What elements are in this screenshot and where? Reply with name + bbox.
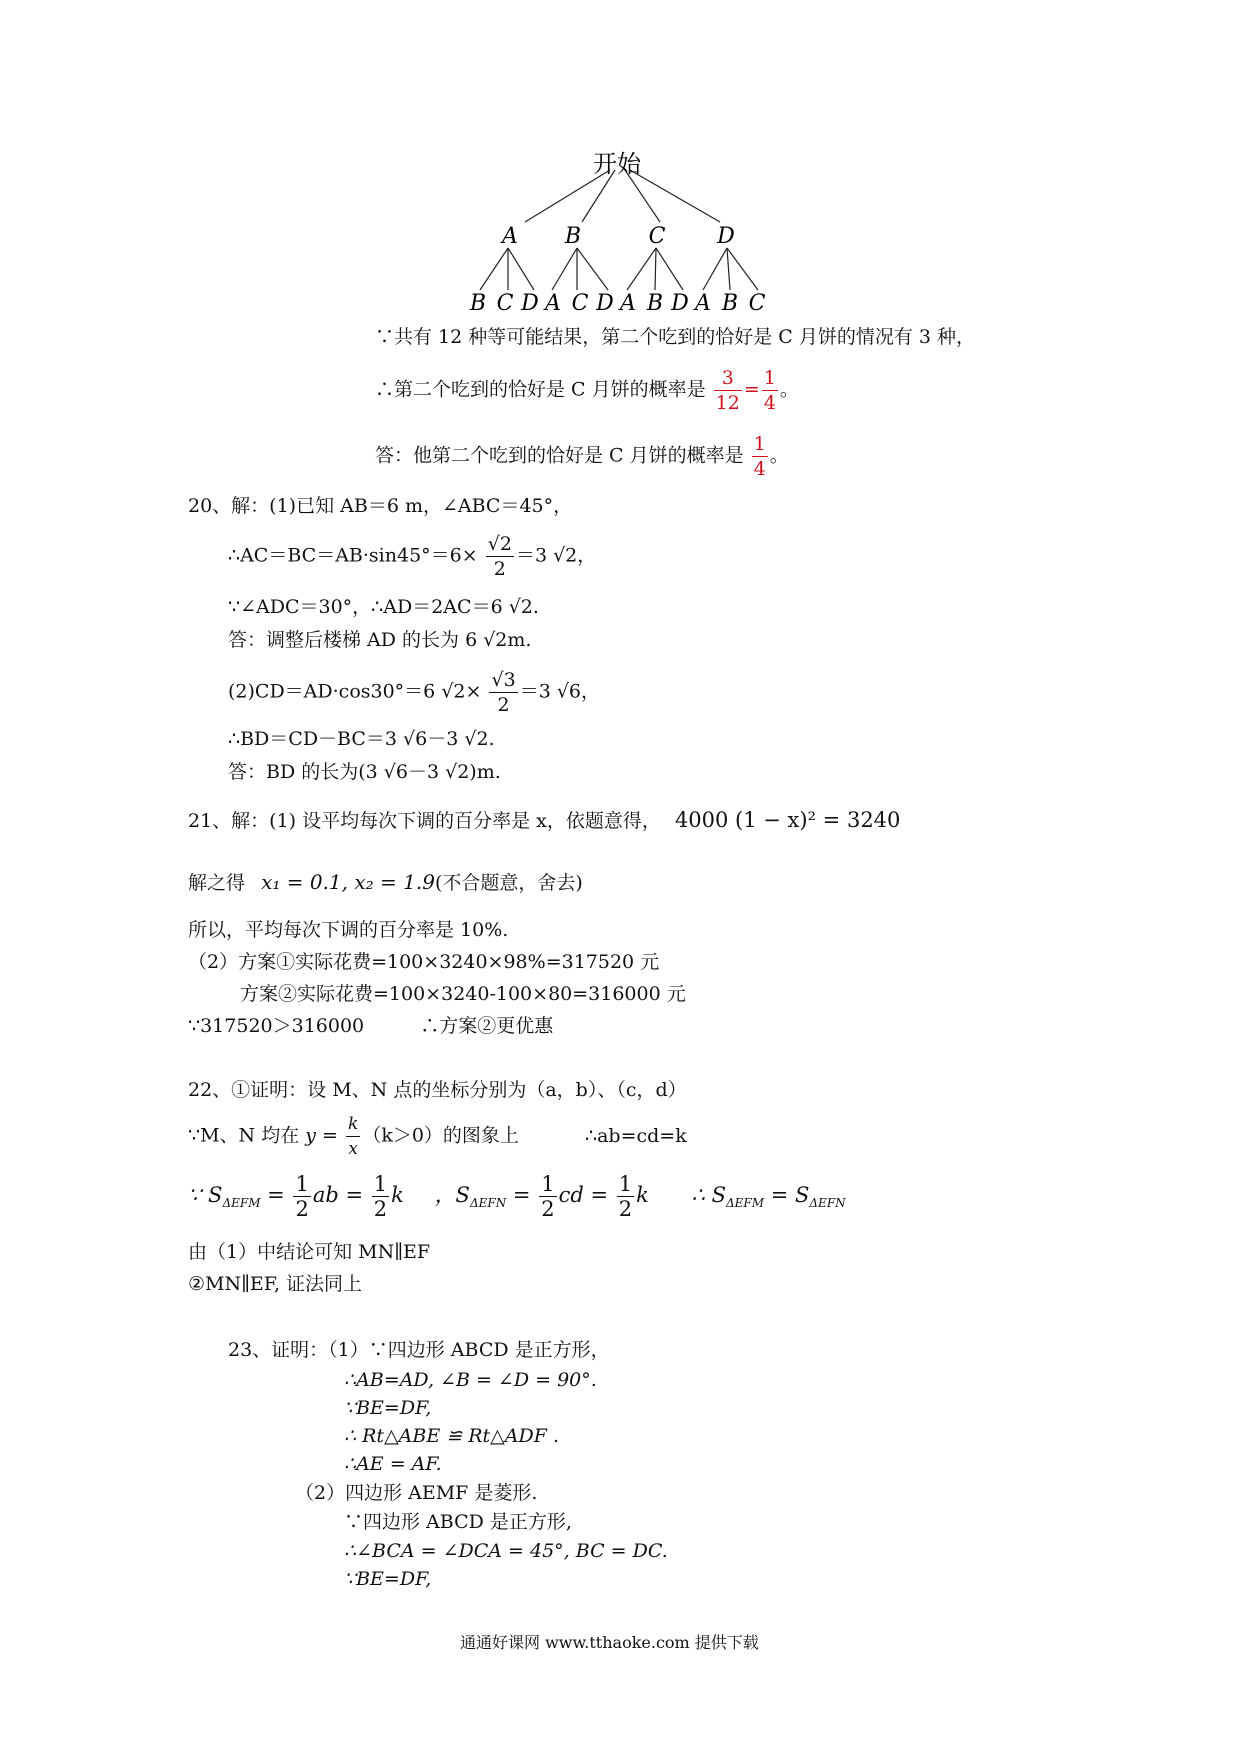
q23-line4: ∴ Rt△ABE ≌ Rt△ADF .: [344, 1425, 560, 1447]
q20-line1: 20、解：(1)已知 AB＝6 m，∠ABC＝45°，: [188, 495, 573, 517]
denominator: 2: [618, 1197, 633, 1221]
tree-node-b: B: [564, 224, 582, 249]
numerator: 1: [373, 1172, 388, 1196]
numerator: 1: [618, 1172, 633, 1196]
q19-answer: [375, 432, 789, 481]
numerator: 1: [295, 1172, 309, 1196]
q22-fraction-k-over-x: [346, 1112, 360, 1161]
q23-line6: （2）四边形 AEMF 是菱形.: [295, 1482, 538, 1504]
q19-line2: [375, 366, 799, 415]
numerator: √3: [491, 669, 516, 691]
denominator: 12: [715, 392, 740, 414]
q19-fraction-1-4: [762, 366, 778, 415]
q22-k: k: [636, 1183, 649, 1207]
numerator: 3: [714, 366, 742, 391]
q22-s-efn: ，S: [434, 1183, 470, 1207]
q23-line9: ∵BE=DF,: [344, 1568, 432, 1590]
equals-sign: =: [267, 1183, 285, 1207]
tree-node-d: D: [717, 224, 735, 249]
equals-sign: =: [743, 378, 760, 401]
q22-line2b: （k＞0）的图象上: [362, 1124, 519, 1147]
q22-fraction-half: [617, 1172, 634, 1221]
q21-equation: 4000 (1 − x)² = 3240: [674, 808, 901, 832]
tree-root: 开始: [593, 150, 641, 178]
q20-line7: 答：BD 的长为(3 √6－3 √2)m.: [228, 761, 501, 783]
denominator: 2: [541, 1197, 555, 1221]
q22-equals-s: = S: [770, 1183, 810, 1207]
tree-leaf: A: [695, 291, 711, 316]
tree-leaf: A: [545, 291, 561, 316]
q22-therefore-s: ∴ S: [691, 1183, 726, 1207]
q22-fraction-half: [372, 1172, 389, 1221]
q22-line2c: ∴ab=cd=k: [584, 1124, 687, 1147]
tree-leaf: C: [496, 291, 514, 316]
q23-line2: ∴AB=AD, ∠B = ∠D = 90°.: [344, 1369, 597, 1391]
q21-line4: （2）方案①实际花费=100×3240×98%=317520 元: [188, 951, 660, 973]
q19-line1: ∵共有 12 种等可能结果，第二个吃到的恰好是 C 月饼的情况有 3 种，: [375, 326, 976, 348]
q20-fraction-sqrt2-over-2: [486, 532, 514, 581]
q20-line2: [228, 532, 596, 581]
subscript: ΔEFN: [469, 1196, 507, 1211]
denominator: 2: [295, 1197, 309, 1221]
period: 。: [769, 444, 789, 467]
tree-leaf: D: [521, 291, 539, 316]
numerator: 1: [753, 433, 766, 455]
q21-line1: [188, 808, 900, 833]
q22-k: k: [391, 1183, 404, 1207]
q19-answer-text: 答：他第二个吃到的恰好是 C 月饼的概率是: [375, 444, 744, 467]
tree-leaf: B: [646, 291, 664, 316]
q22-ab: ab =: [312, 1183, 364, 1207]
q21-solve-label: 解之得: [188, 872, 246, 894]
q21-line6: [188, 1014, 553, 1038]
q22-s-efm: ∵ S: [188, 1183, 223, 1207]
q19-answer-fraction: [752, 432, 768, 481]
tree-leaf: B: [721, 291, 739, 316]
q23-line1: 23、证明：（1）∵四边形 ABCD 是正方形，: [228, 1339, 610, 1361]
q21-roots: x₁ = 0.1, x₂ = 1.9: [261, 870, 435, 894]
tree-leaf: B: [469, 291, 487, 316]
numerator: k: [346, 1112, 360, 1137]
q21-conclusion: ∴方案②更优惠: [420, 1015, 554, 1037]
q20-line2b: ＝3 √2，: [515, 544, 597, 567]
q19-line2-text: ∴第二个吃到的恰好是 C 月饼的概率是: [375, 378, 706, 401]
numerator: 1: [763, 367, 776, 389]
q22-line1: 22、①证明：设 M、N 点的坐标分别为（a，b）、（c，d）: [188, 1079, 687, 1101]
denominator: 2: [373, 1197, 388, 1221]
numerator: 1: [541, 1172, 555, 1196]
tree-leaf: C: [748, 291, 766, 316]
equals-sign: =: [512, 1183, 531, 1207]
subscript: ΔEFN: [809, 1196, 846, 1211]
q23-line7: ∵四边形 ABCD 是正方形,: [344, 1511, 572, 1533]
q20-line6: ∴BD＝CD－BC＝3 √6－3 √2.: [228, 728, 495, 750]
numerator: √2: [487, 533, 512, 555]
q21-comparison: ∵317520＞316000: [188, 1015, 365, 1037]
q22-cd: cd =: [558, 1183, 609, 1207]
q22-line3: [188, 1172, 846, 1221]
denominator: 4: [763, 392, 776, 414]
tree-leaf: A: [620, 291, 636, 316]
q22-line2a: ∵M、N 均在: [188, 1124, 300, 1147]
q20-line5: [228, 668, 600, 717]
q22-line5: ②MN∥EF, 证法同上: [188, 1273, 363, 1295]
q20-line2a: ∴AC＝BC＝AB·sin45°＝6×: [228, 544, 478, 567]
q22-line4: 由（1）中结论可知 MN∥EF: [188, 1241, 431, 1263]
period: 。: [779, 378, 799, 401]
tree-leaf: C: [571, 291, 589, 316]
q21-line2: [188, 870, 583, 895]
q22-line2: [188, 1112, 687, 1161]
tree-leaf: D: [671, 291, 689, 316]
q23-line5: ∴AE = AF.: [344, 1453, 442, 1475]
tree-node-a: A: [502, 224, 518, 249]
page-footer: 通通好课网 www.tthaoke.com 提供下载: [460, 1633, 759, 1652]
denominator: 2: [493, 558, 506, 580]
q23-line3: ∵BE=DF,: [344, 1397, 432, 1419]
subscript: ΔEFM: [725, 1196, 765, 1211]
q22-fraction-half: [293, 1172, 310, 1221]
denominator: 2: [497, 694, 510, 716]
q21-line3: 所以，平均每次下调的百分率是 10%.: [188, 919, 509, 941]
q22-fraction-half: [539, 1172, 556, 1221]
q20-line3: ∵∠ADC＝30°，∴AD＝2AC＝6 √2.: [228, 596, 539, 618]
q22-y-equals: y =: [305, 1124, 338, 1147]
tree-diagram: [0, 0, 1240, 330]
denominator: x: [348, 1139, 358, 1159]
tree-leaf: D: [596, 291, 614, 316]
denominator: 4: [753, 458, 766, 480]
tree-node-c: C: [648, 224, 666, 249]
q21-reject-note: (不合题意，舍去): [434, 872, 583, 894]
q20-line4: 答：调整后楼梯 AD 的长为 6 √2m.: [228, 629, 532, 651]
q19-fraction-3-12: [714, 366, 742, 415]
q23-line8: ∴∠BCA = ∠DCA = 45°, BC = DC.: [344, 1540, 668, 1562]
q20-line5b: ＝3 √6，: [519, 680, 601, 703]
q20-line5a: (2)CD＝AD·cos30°＝6 √2×: [228, 680, 482, 703]
q20-fraction-sqrt3-over-2: [489, 668, 517, 717]
q21-line1-text: 21、解：(1) 设平均每次下调的百分率是 x，依题意得，: [188, 810, 661, 832]
q21-line5: 方案②实际花费=100×3240-100×80=316000 元: [240, 983, 686, 1005]
subscript: ΔEFM: [222, 1196, 261, 1211]
